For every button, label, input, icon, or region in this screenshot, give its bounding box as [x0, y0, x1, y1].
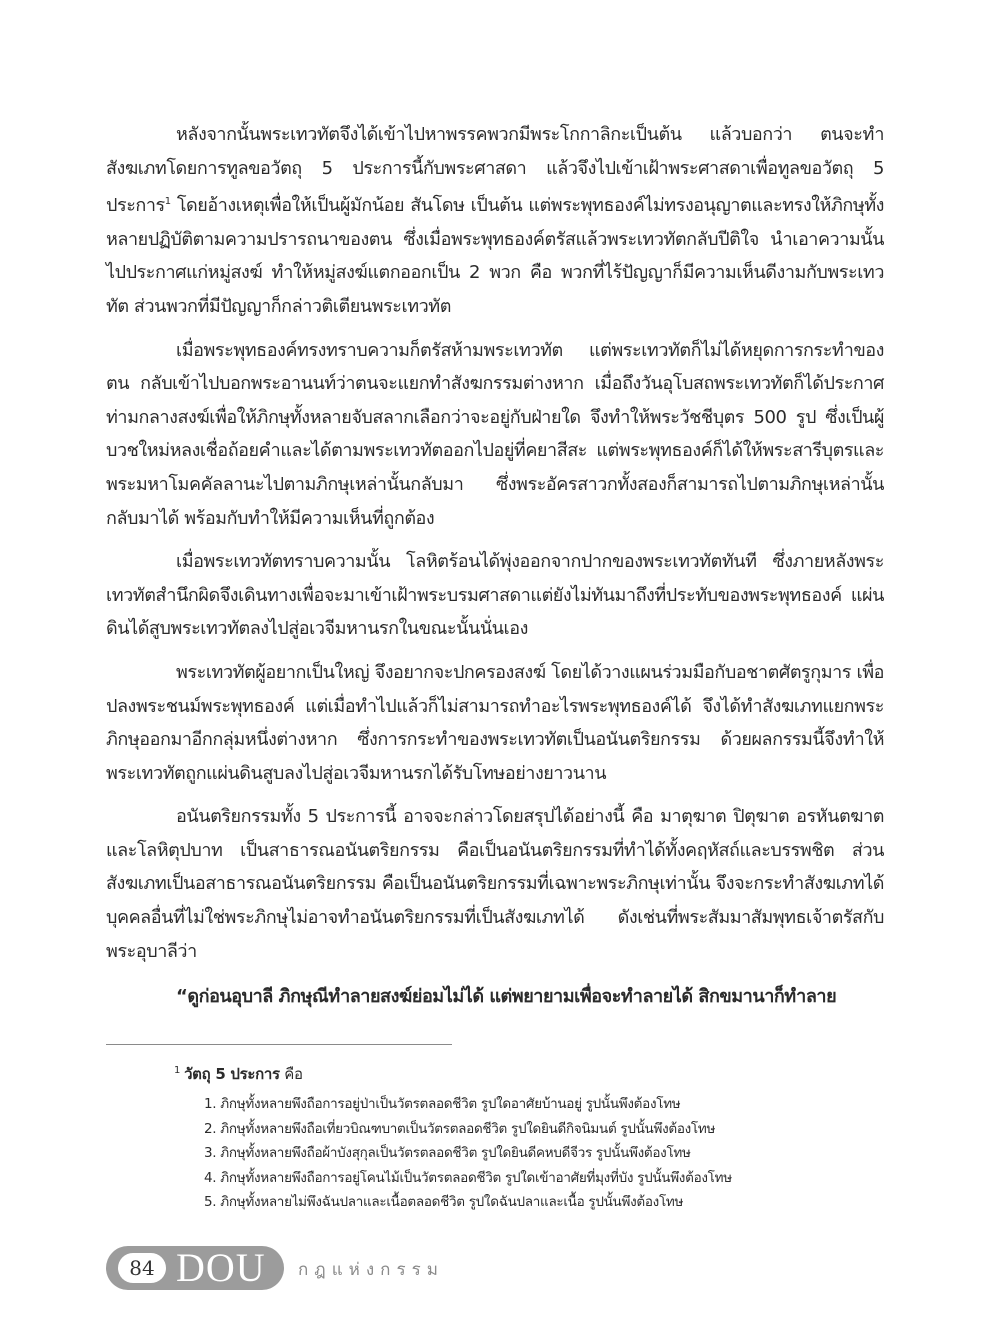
footnote-heading — [174, 1062, 894, 1086]
paragraph-1-tail: โดยอ้างเหตุเพื่อให้เป็นผู้มักน้อย สันโดษ เป็นต้น แต่พระพุทธองค์ไม่ทรงอนุญาตและทรงให้ภิกษุทั้งหลายปฏิบัติตามความปรารถนาของตน ซึ่งเมื่อพระพุทธองค์ตรัสแล้วพระเทวทัตกลับปีติใจ นำเอาความนั้นไปประกาศแก่หมู่สงฆ์ ทำให้หมู่สงฆ์แตกออกเป็น 2 พวก คือ พวกที่ไร้ปัญญาก็มีความเห็นดีงามกับพระเทวทัต ส่วนพวกที่มีปัญญาก็กล่าวติเตียนพระเทวทัต — [106, 195, 884, 317]
quote-line: “ดูก่อนอุบาลี ภิกษุณีทำลายสงฆ์ย่อมไม่ได้ แต่พยายามเพื่อจะทำลายได้ สิกขมานาก็ทำลาย — [176, 986, 837, 1008]
book-title: กฎแห่งกรรม — [298, 1260, 444, 1280]
footnote-marker: 1 — [174, 1065, 181, 1076]
footnote — [174, 1062, 894, 1215]
paragraph-5: อนันตริยกรรมทั้ง 5 ประการนี้ อาจจะกล่าวโดยสรุปได้อย่างนี้ คือ มาตุฆาต ปิตุฆาต อรหันตฆาต และโลหิตุปบาท เป็นสาธารณอนันตริยกรรม คือเป็นอนันตริยกรรมที่ทำได้ทั้งคฤหัสถ์และบรรพชิต ส่วนสังฆเภทเป็นอสาธารณอนันตริยกรรม คือเป็นอนันตริยกรรมที่เฉพาะพระภิกษุเท่านั้น จึงจะกระทำสังฆเภทได้ บุคคลอื่นที่ไม่ใช่พระภิกษุไม่อาจทำอนันตริยกรรมที่เป็นสังฆเภทได้ ดังเช่นที่พระสัมมาสัมพุทธเจ้าตรัสกับพระอุบาลีว่า — [106, 806, 884, 962]
paragraph-4: พระเทวทัตผู้อยากเป็นใหญ่ จึงอยากจะปกครองสงฆ์ โดยได้วางแผนร่วมมือกับอชาตศัตรูกุมาร เพื่อปลงพระชนม์พระพุทธองค์ แต่เมื่อทำไปแล้วก็ไม่สามารถทำอะไรพระพุทธองค์ได้ จึงได้ทำสังฆเภทแยกพระภิกษุออกมาอีกกลุ่มหนึ่งต่างหาก ซึ่งการกระทำของพระเทวทัตเป็นอนันตริยกรรม ด้วยผลกรรมนี้จึงทำให้พระเทวทัตถูกแผ่นดินสูบลงไปสู่อเวจีมหานรกได้รับโทษอย่างยาวนาน — [106, 661, 884, 784]
body-text — [106, 118, 884, 1014]
footnote-item: 1. ภิกษุทั้งหลายพึงถือการอยู่ป่าเป็นวัตรตลอดชีวิต รูปใดอาศัยบ้านอยู่ รูปนั้นพึงต้องโทษ — [204, 1096, 681, 1112]
paragraph-3: เมื่อพระเทวทัตทราบความนั้น โลหิตร้อนได้พุ่งออกจากปากของพระเทวทัตทันที ซึ่งภายหลังพระเทวทัตสำนึกผิดจึงเดินทางเพื่อจะมาเข้าเฝ้าพระบรมศาสดาแต่ยังไม่ทันมาถึงที่ประทับของพระพุทธองค์ แผ่นดินได้สูบพระเทวทัตลงไปสู่อเวจีมหานรกในขณะนั้นนั่นเอง — [106, 551, 884, 640]
footnote-item: 3. ภิกษุทั้งหลายพึงถือผ้าบังสุกุลเป็นวัตรตลอดชีวิต รูปใดยินดีคหบดีจีวร รูปนั้นพึงต้องโทษ — [204, 1145, 691, 1161]
brand-logo: DOU — [176, 1245, 266, 1290]
footnote-item: 5. ภิกษุทั้งหลายไม่พึงฉันปลาและเนื้อตลอดชีวิต รูปใดฉันปลาและเนื้อ รูปนั้นพึงต้องโทษ — [204, 1194, 684, 1210]
page-badge — [106, 1246, 284, 1290]
paragraph-1-lead: หลังจากนั้นพระเทวทัตจึงได้เข้าไปหาพรรคพวกมีพระโกกาลิกะเป็นต้น แล้วบอกว่า ตนจะทำสังฆเภทโดยการทูลขอวัตถุ 5 ประการนี้กับพระศาสดา แล้วจึงไปเข้าเฝ้าพระศาสดาเพื่อทูลขอวัตถุ 5 ประการ — [106, 124, 884, 217]
paragraph-2: เมื่อพระพุทธองค์ทรงทราบความก็ตรัสห้ามพระเทวทัต แต่พระเทวทัตก็ไม่ได้หยุดการกระทำของตน กลับเข้าไปบอกพระอานนท์ว่าตนจะแยกทำสังฆกรรมต่างหาก เมื่อถึงวันอุโบสถพระเทวทัตก็ได้ประกาศท่ามกลางสงฆ์เพื่อให้ภิกษุทั้งหลายจับสลากเลือกว่าจะอยู่กับฝ่ายใด จึงทำให้พระวัชชีบุตร 500 รูป ซึ่งเป็นผู้บวชใหม่หลงเชื่อถ้อยคำและได้ตามพระเทวทัตออกไปอยู่ที่คยาสีสะ แต่พระพุทธองค์ก็ได้ให้พระสารีบุตรและพระมหาโมคคัลลานะไปตามภิกษุเหล่านั้นกลับมา ซึ่งพระอัครสาวกทั้งสองก็สามารถไปตามภิกษุเหล่านั้นกลับมาได้ พร้อมกับทำให้มีความเห็นที่ถูกต้อง — [106, 339, 884, 529]
footnote-title-suffix: คือ — [284, 1065, 303, 1083]
footnote-title: วัตถุ 5 ประการ — [184, 1065, 280, 1083]
footnote-divider — [106, 1044, 452, 1045]
footnote-list — [174, 1092, 894, 1215]
paragraph-1 — [106, 118, 884, 324]
footnote-reference: 1 — [164, 196, 171, 208]
footnote-item: 4. ภิกษุทั้งหลายพึงถือการอยู่โคนไม้เป็นวัตรตลอดชีวิต รูปใดเข้าอาศัยที่มุงที่บัง รูปนั้นพึงต้องโทษ — [204, 1169, 732, 1186]
page-number: 84 — [118, 1253, 166, 1283]
footnote-item: 2. ภิกษุทั้งหลายพึงถือเที่ยวบิณฑบาตเป็นวัตรตลอดชีวิต รูปใดยินดีกิจนิมนต์ รูปนั้นพึงต้องโทษ — [204, 1120, 716, 1137]
